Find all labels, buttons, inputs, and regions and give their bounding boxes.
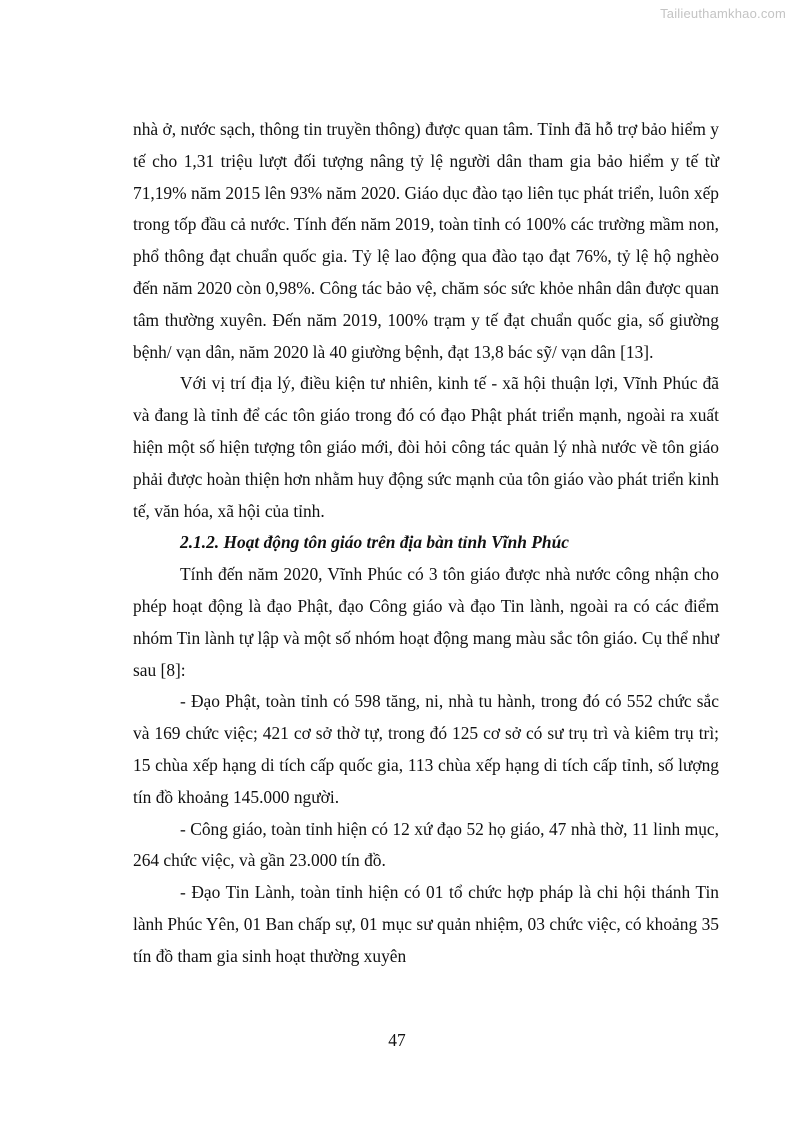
page-number: 47 [388, 1030, 406, 1050]
paragraph-health-education: nhà ở, nước sạch, thông tin truyền thông) được quan tâm. Tỉnh đã hỗ trợ bảo hiểm y tế cho 1,31 triệu lượt đối tượng nâng tỷ lệ người dân tham gia bảo hiểm y tế từ 71,19% năm 2015 lên 93% năm 2020. Giáo dục đào tạo liên tục phát triển, luôn xếp trong tốp đầu cả nước. Tính đến năm 2019, toàn tỉnh có 100% các trường mầm non, phổ thông đạt chuẩn quốc gia. Tỷ lệ lao động qua đào tạo đạt 76%, tỷ lệ hộ nghèo đến năm 2020 còn 0,98%. Công tác bảo vệ, chăm sóc sức khỏe nhân dân được quan tâm thường xuyên. Đến năm 2019, 100% trạm y tế đạt chuẩn quốc gia, số giường bệnh/ vạn dân, năm 2020 là 40 giường bệnh, đạt 13,8 bác sỹ/ vạn dân [13]. [133, 119, 719, 362]
section-heading: 2.1.2. Hoạt động tôn giáo trên địa bàn tỉnh Vĩnh Phúc [180, 532, 569, 553]
watermark: Tailieuthamkhao.com [660, 6, 786, 21]
paragraph-geography: Với vị trí địa lý, điều kiện tư nhiên, kinh tế - xã hội thuận lợi, Vĩnh Phúc đã và đang là tỉnh để các tôn giáo trong đó có đạo Phật phát triển mạnh, ngoài ra xuất hiện một số hiện tượng tôn giáo mới, đòi hỏi công tác quản lý nhà nước về tôn giáo phải được hoàn thiện hơn nhằm huy động sức mạnh của tôn giáo vào phát triển kinh tế, văn hóa, xã hội của tỉnh. [133, 373, 719, 521]
document-body [133, 114, 719, 973]
paragraph-buddhism: - Đạo Phật, toàn tỉnh có 598 tăng, ni, nhà tu hành, trong đó có 552 chức sắc và 169 chức việc; 421 cơ sở thờ tự, trong đó 125 cơ sở có sư trụ trì và kiêm trụ trì; 15 chùa xếp hạng di tích cấp quốc gia, 113 chùa xếp hạng di tích cấp tỉnh, số lượng tín đồ khoảng 145.000 người. [133, 691, 719, 807]
paragraph-catholicism: - Công giáo, toàn tỉnh hiện có 12 xứ đạo 52 họ giáo, 47 nhà thờ, 11 linh mục, 264 chức việc, và gần 23.000 tín đồ. [133, 818, 719, 871]
paragraph-religions-intro: Tính đến năm 2020, Vĩnh Phúc có 3 tôn giáo được nhà nước công nhận cho phép hoạt động là đạo Phật, đạo Công giáo và đạo Tin lành, ngoài ra có các điểm nhóm Tin lành tự lập và một số nhóm hoạt động mang màu sắc tôn giáo. Cụ thể như sau [8]: [133, 564, 719, 680]
paragraph-protestantism: - Đạo Tin Lành, toàn tỉnh hiện có 01 tổ chức hợp pháp là chi hội thánh Tin lành Phúc Yên, 01 Ban chấp sự, 01 mục sư quản nhiệm, 03 chức việc, có khoảng 35 tín đồ tham gia sinh hoạt thường xuyên [133, 882, 719, 966]
